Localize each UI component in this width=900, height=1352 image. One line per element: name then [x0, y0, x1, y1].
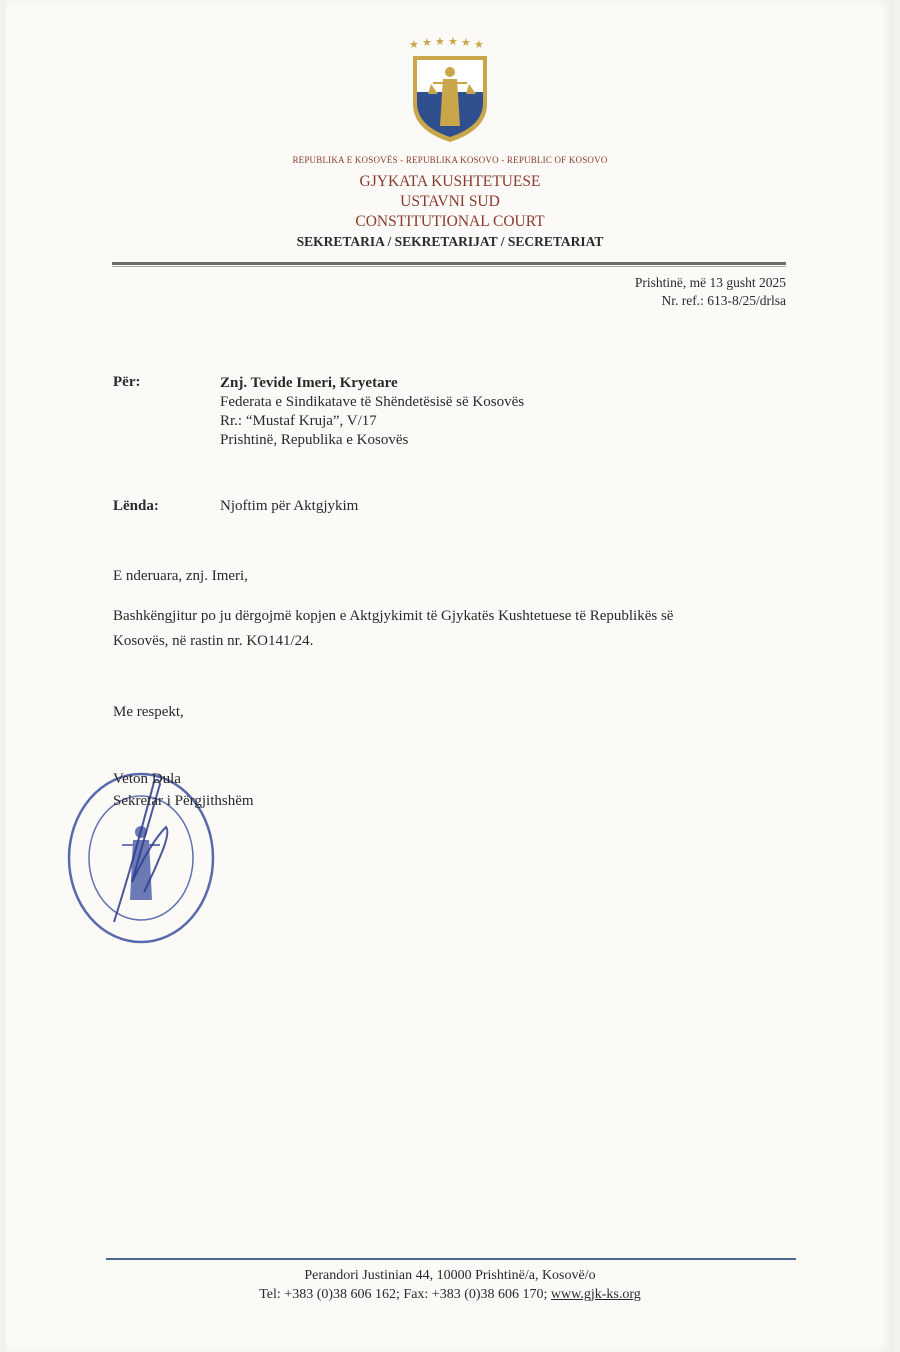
- header-court-sq: GJYKATA KUSHTETUESE: [359, 173, 541, 190]
- closing: Me respekt,: [113, 704, 184, 720]
- body-paragraph-line-2: Kosovës, në rastin nr. KO141/24.: [113, 633, 314, 649]
- header-divider: [112, 262, 786, 265]
- svg-text:★: ★: [422, 36, 432, 49]
- emblem-stars: [409, 35, 484, 51]
- court-emblem-icon: [405, 34, 495, 144]
- letter-reference: Nr. ref.: 613-8/25/drlsa: [661, 293, 786, 308]
- header-republic-line: REPUBLIKA E KOSOVËS - REPUBLIKA KOSOVO - REPUBLIC OF KOSOVO: [292, 155, 608, 165]
- signature-block: [113, 768, 254, 812]
- header-court-sr: USTAVNI SUD: [400, 193, 500, 210]
- svg-text:★: ★: [461, 36, 471, 49]
- svg-text:★: ★: [448, 35, 458, 48]
- letter-date: Prishtinë, më 13 gusht 2025: [634, 275, 786, 290]
- recipient-address: [220, 374, 524, 450]
- subject-text: Njoftim për Aktgjykim: [220, 498, 359, 514]
- header-court-en: CONSTITUTIONAL COURT: [355, 213, 545, 230]
- svg-text:★: ★: [474, 38, 484, 51]
- body-paragraph-line-1: Bashkëngjitur po ju dërgojmë kopjen e Aktgjykimit të Gjykatës Kushtetuese të Republikës së: [113, 608, 674, 624]
- recipient-label: Për:: [113, 374, 141, 390]
- recipient-street: Rr.: “Mustaf Kruja”, V/17: [220, 413, 377, 429]
- header-divider-thin: [112, 266, 786, 267]
- signatory-name: Veton Dula: [113, 771, 181, 787]
- recipient-org: Federata e Sindikatave të Shëndetësisë së Kosovës: [220, 394, 525, 410]
- recipient-name: Znj. Tevide Imeri, Kryetare: [220, 375, 398, 391]
- footer-website-link[interactable]: www.gjk-ks.org: [550, 1287, 641, 1302]
- footer-divider: [106, 1258, 796, 1260]
- svg-text:★: ★: [435, 35, 445, 48]
- body-paragraph: [113, 604, 673, 654]
- footer-contact: [0, 1287, 900, 1303]
- svg-text:★: ★: [409, 38, 419, 51]
- salutation: E nderuara, znj. Imeri,: [113, 568, 248, 584]
- footer-address: Perandori Justinian 44, 10000 Prishtinë/a, Kosovë/o: [304, 1268, 596, 1283]
- date-reference-block: [635, 274, 786, 310]
- recipient-city: Prishtinë, Republika e Kosovës: [220, 432, 409, 448]
- subject-label: Lënda:: [113, 498, 159, 514]
- signatory-title: Sekretar i Përgjithshëm: [113, 793, 254, 809]
- header-secretariat: SEKRETARIA / SEKRETARIJAT / SECRETARIAT: [296, 234, 604, 249]
- footer-phone-fax: Tel: +383 (0)38 606 162; Fax: +383 (0)38 606 170;: [259, 1287, 551, 1302]
